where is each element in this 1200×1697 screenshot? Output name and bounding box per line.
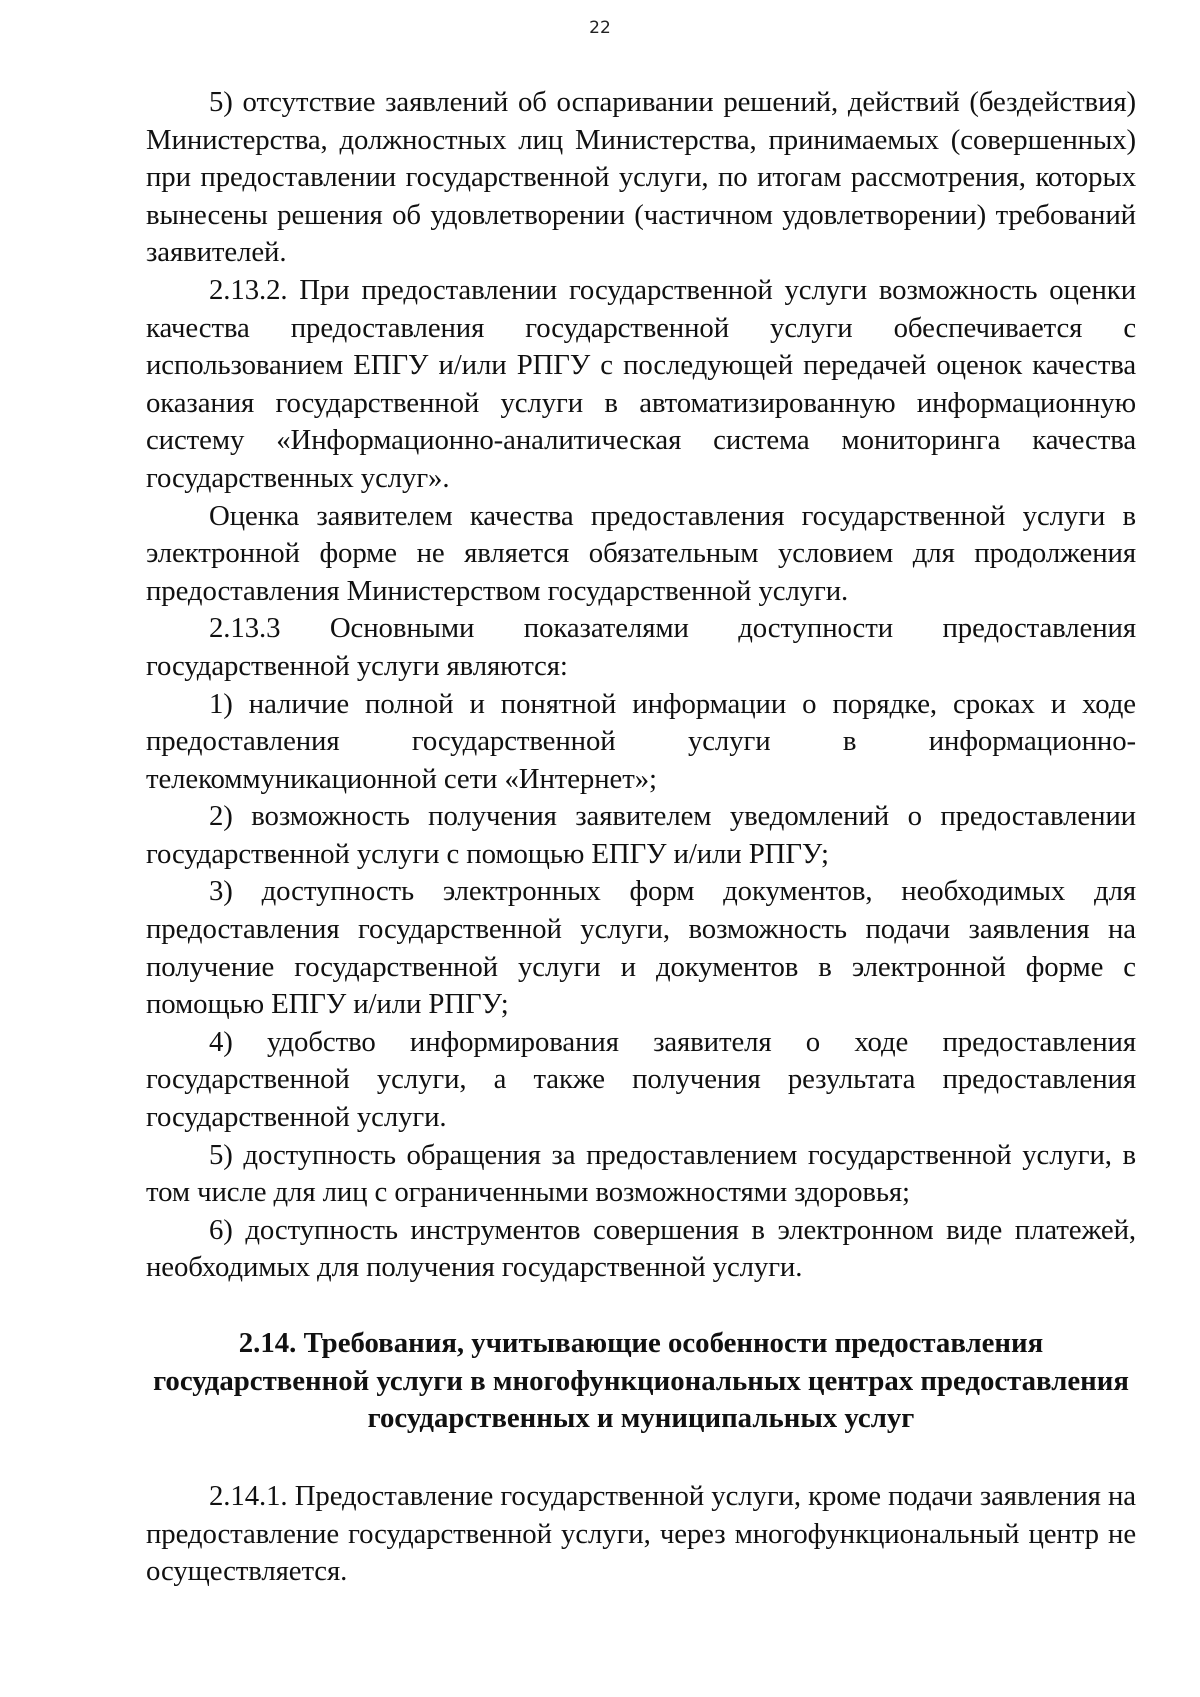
paragraph-quality-assessment: Оценка заявителем качества предоставления государственной услуги в электронной форме не является обязательным условием для продолжения предоставления Министерством государственной услуги. — [146, 499, 1136, 607]
list-item-6: 6) доступность инструментов совершения в электронном виде платежей, необходимых для получения государственной услуги. — [146, 1213, 1136, 1284]
page-number: 22 — [589, 18, 611, 38]
section-2-14-body — [146, 1478, 1136, 1591]
heading-line-2: государственной услуги в многофункциональных центрах предоставления — [153, 1364, 1129, 1397]
list-item-5: 5) доступность обращения за предоставлением государственной услуги, в том числе для лиц с ограниченными возможностями здоровья; — [146, 1138, 1136, 1209]
list-item-1: 1) наличие полной и понятной информации о порядке, сроках и ходе предоставления государственной услуги в информационно-телекоммуникационной сети «Интернет»; — [146, 687, 1136, 795]
list-item-2: 2) возможность получения заявителем уведомлений о предоставлении государственной услуги с помощью ЕПГУ и/или РПГУ; — [146, 800, 1136, 870]
paragraph-2-14-1: 2.14.1. Предоставление государственной услуги, кроме подачи заявления на предоставление государственной услуги, через многофункциональный центр не осуществляется. — [146, 1480, 1136, 1588]
heading-line-3: государственных и муниципальных услуг — [367, 1402, 915, 1435]
section-heading-2-14 — [146, 1325, 1136, 1438]
paragraph-no-disputes: 5) отсутствие заявлений об оспаривании решений, действий (бездействия) Министерства, должностных лиц Министерства, принимаемых (совершенных) при предоставлении государственной услуги, по итогам рассмотрения, которых вынесены решения об удовлетворении (частичном удовлетворении) требований заявителей. — [146, 86, 1136, 269]
heading-line-1: 2.14. Требования, учитывающие особенности предоставления — [238, 1327, 1044, 1359]
list-item-3: 3) доступность электронных форм документов, необходимых для предоставления государственной услуги, возможность подачи заявления на получение государственной услуги и документов в электронной форме с помощью ЕПГУ и/или РПГУ; — [146, 875, 1136, 1021]
list-item-4: 4) удобство информирования заявителя о ходе предоставления государственной услуги, а также получения результата предоставления государственной услуги. — [146, 1025, 1136, 1134]
paragraph-2-13-3: 2.13.3 Основными показателями доступности предоставления государственной услуги являются: — [146, 612, 1136, 682]
paragraph-2-13-2: 2.13.2. При предоставлении государственной услуги возможность оценки качества предоставления государственной услуги обеспечивается с использованием ЕПГУ и/или РПГУ с последующей передачей оценок качества оказания государственной услуги в автоматизированную информационную систему «Информационно-аналитическая система мониторинга качества государственных услуг». — [146, 273, 1136, 494]
body-text — [146, 84, 1136, 1287]
